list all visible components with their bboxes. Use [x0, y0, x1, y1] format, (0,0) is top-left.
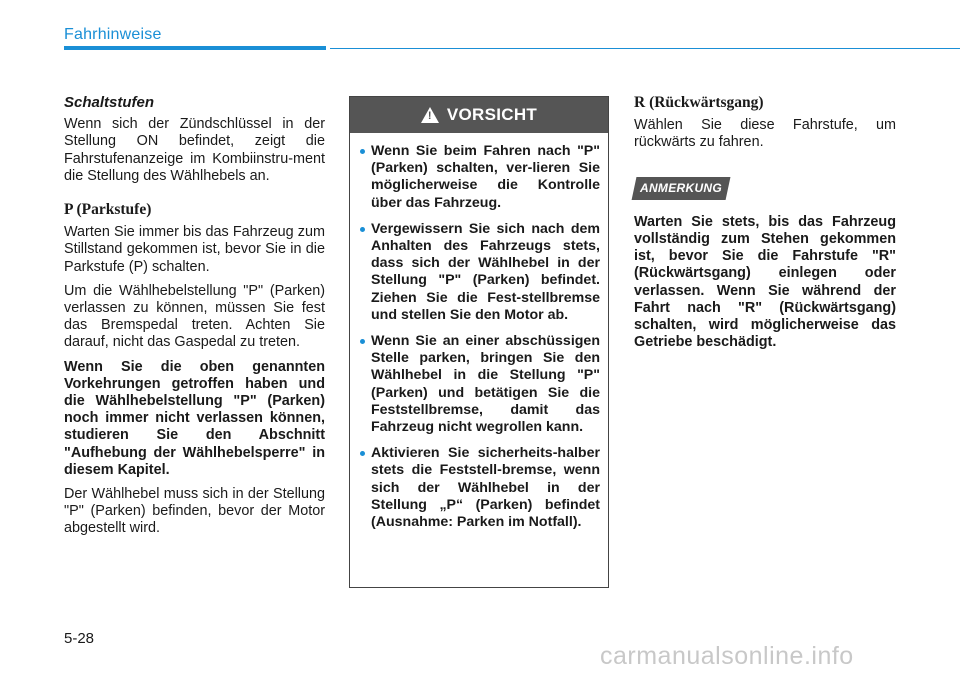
warning-triangle-icon: ! [421, 107, 439, 123]
park-paragraph-1: Warten Sie immer bis das Fahrzeug zum Stillstand gekommen ist, bevor Sie in die Parkstufe (P) schalten. [64, 224, 325, 275]
caution-item: Vergewissern Sie sich nach dem Anhalten des Fahrzeugs stets, dass sich der Wählhebel in der Stellung "P" (Parken) befindet. Ziehen Sie die Fest-stellbremse und stellen Sie den Motor ab. [360, 221, 600, 324]
caution-list [350, 133, 608, 531]
left-column [64, 94, 325, 545]
note-text: Warten Sie stets, bis das Fahrzeug vollständig zum Stehen gekommen ist, bevor Sie die Fahrstufe "R" (Rückwärtsgang) einlegen oder verlassen. Wenn Sie während der Fahrt nach "R" (Rückwärtsgang) schalten, wird möglicherweise das Getriebe beschädigt. [634, 213, 896, 351]
park-heading: P (Parkstufe) [64, 201, 152, 219]
note-badge [632, 177, 731, 200]
header-rule-thick [64, 46, 326, 50]
watermark: carmanualsonline.info [600, 642, 854, 670]
caution-box [349, 96, 609, 588]
caution-header [350, 97, 608, 133]
shift-positions-heading: Schaltstufen [64, 94, 155, 111]
reverse-paragraph: Wählen Sie diese Fahrstufe, um rückwärts zu fahren. [634, 117, 896, 151]
caution-item: Wenn Sie beim Fahren nach "P" (Parken) schalten, ver-lieren Sie möglicherweise die Kontrolle über das Fahrzeug. [360, 143, 600, 212]
shift-positions-intro: Wenn sich der Zündschlüssel in der Stellung ON befindet, zeigt die Fahrstufenanzeige im Kombiinstru-ment die Stellung des Wählhebels an. [64, 116, 325, 184]
caution-item: Wenn Sie an einer abschüssigen Stelle parken, bringen Sie den Wählhebel in die Stellung "P" (Parken) und betätigen Sie die Feststellbremse, damit das Fahrzeug nicht wegrollen kann. [360, 333, 600, 436]
section-header-title: Fahrhinweise [64, 26, 162, 43]
caution-item: Aktivieren Sie sicherheits-halber stets die Feststell-bremse, wenn sich der Wählhebel in der Stellung „P“ (Parken) befindet (Ausnahme: Parken im Notfall). [360, 445, 600, 531]
caution-title: VORSICHT [446, 105, 538, 124]
reverse-heading: R (Rückwärtsgang) [634, 94, 764, 111]
park-paragraph-2: Um die Wählhebelstellung "P" (Parken) verlassen zu können, müssen Sie fest das Bremspedal treten. Achten Sie darauf, nicht das Gaspedal zu treten. [64, 282, 325, 351]
note-badge-label: ANMERKUNG [640, 180, 723, 195]
park-paragraph-4: Der Wählhebel muss sich in der Stellung "P" (Parken) befinden, bevor der Motor abgestellt wird. [64, 486, 325, 537]
right-column [634, 94, 896, 358]
page-number: 5-28 [64, 630, 95, 647]
park-paragraph-3: Wenn Sie die oben genannten Vorkehrungen getroffen haben und die Wählhebelstellung "P" (Parken) noch immer nicht verlassen können, studieren Sie den Abschnitt "Aufhebung der Wählhebelsperre" in diesem Kapitel. [64, 358, 325, 478]
header-rule-thin [330, 48, 960, 49]
